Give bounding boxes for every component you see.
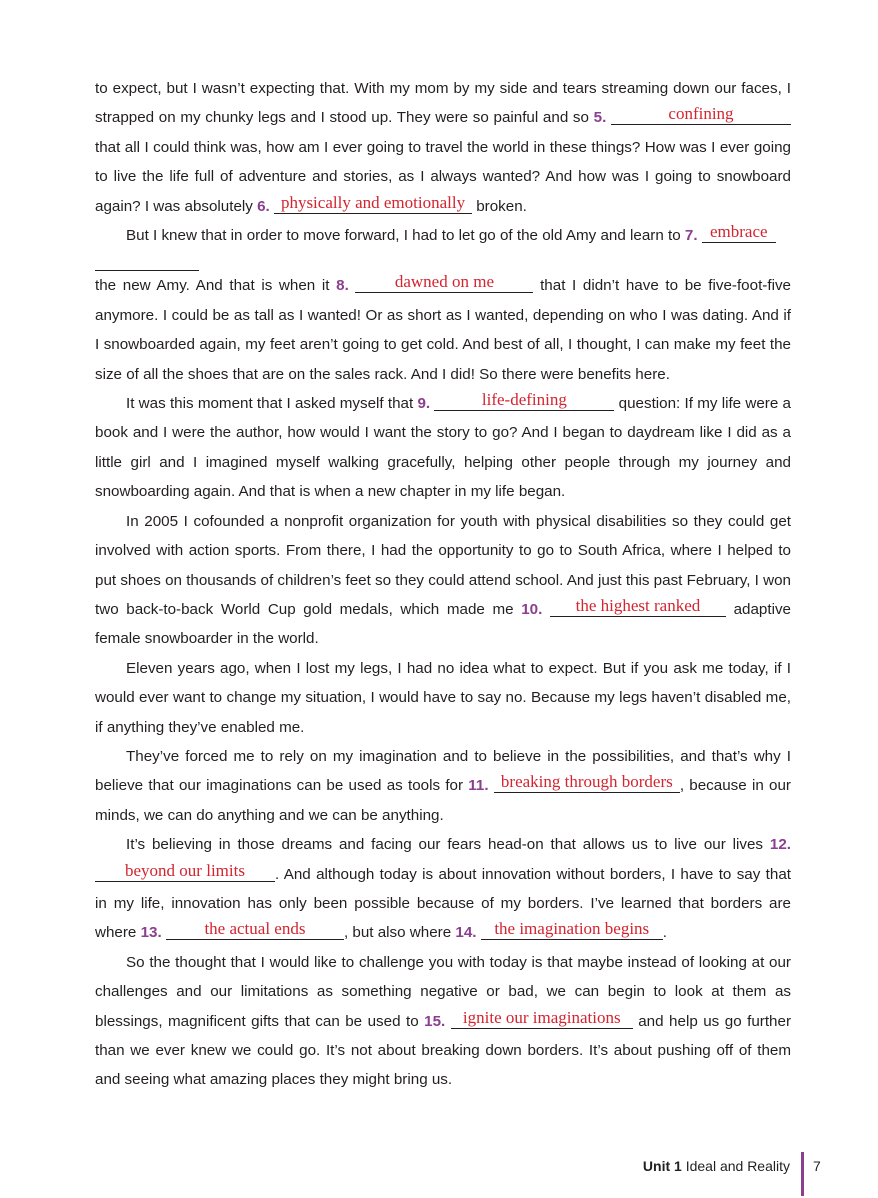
answer-blank-6 [274, 192, 472, 214]
page-footer [0, 1158, 878, 1198]
paragraph-1 [95, 74, 791, 221]
footer-divider [801, 1152, 804, 1196]
answer-text: beyond our limits [125, 860, 245, 880]
text: that I didn’t have to be five-foot-five anymore. I could be as tall as I wanted! Or as short as I wanted, depending on who I was dating. And if I snowboarded again, my feet aren’t going to get cold. And best of all, I thought, I can make my feet the size of all the shoes that are on the sales rack. And I did! So there were benefits here. [95, 277, 791, 383]
paragraph-7 [95, 830, 791, 948]
text: They’ve forced me to rely on my imagination and to believe in the possibilities, and that’s why I believe that our imaginations can be used as tools for [95, 747, 791, 795]
text: It was this moment that I asked myself that [126, 395, 418, 413]
blank-number: 5. [593, 109, 607, 127]
answer-blank-7-continued [95, 250, 199, 271]
answer-text: dawned on me [394, 272, 494, 292]
answer-blank-9 [434, 390, 614, 411]
text: question: If my life were a book and I were the author, how would I want the story to go? And I began to daydream like I did as a little girl and I imagined myself walking gracefully, helping other people through my journey and snowboarding again. And that is when a new chapter in my life began. [95, 395, 791, 501]
text: So the thought that I would like to challenge you with today is that maybe instead of looking at our challenges and our limitations as something negative or bad, we can begin to look at them as blessings, magnificent gifts that can be used to [95, 953, 791, 1030]
unit-label: Unit 1 [642, 1158, 682, 1174]
text: In 2005 I cofounded a nonprofit organization for youth with physical disabilities so they could get involved with action sports. From there, I had the opportunity to go to South Africa, where I helped to put shoes on thousands of children’s feet so they could attend school. And just this past February, I won two back-to-back World Cup gold medals, which made me [95, 512, 791, 618]
answer-text: life-defining [481, 390, 567, 410]
paragraph-2 [95, 221, 791, 389]
text: Eleven years ago, when I lost my legs, I had no idea what to expect. But if you ask me today, if I would ever want to change my situation, I would have to say no. Because my legs haven’t disabled me, if anything they’ve enabled me. [95, 659, 791, 736]
answer-blank-15 [451, 1007, 633, 1029]
answer-text: embrace [709, 222, 768, 242]
answer-text: the imagination begins [494, 919, 650, 939]
blank-number: 15. [424, 1012, 446, 1030]
blank-number: 7. [684, 227, 698, 245]
text: to expect, but I wasn’t expecting that. With my mom by my side and tears streaming down our faces, I strapped on my chunky legs and I stood up. They were so painful and so [95, 80, 791, 127]
blank-number: 13. [140, 924, 162, 942]
blank-number: 11. [468, 777, 489, 795]
blank-number: 9. [417, 395, 431, 413]
text: , but also where [343, 924, 456, 942]
article-body [95, 74, 791, 1095]
answer-text: breaking through borders [500, 772, 673, 792]
paragraph-3 [95, 389, 791, 507]
text: and help us go further than we ever knew we could go. It’s not about breaking down borders. It’s about pushing off of them and seeing what amazing places they might bring us. [95, 1012, 792, 1089]
answer-blank-14 [481, 919, 663, 940]
blank-number: 14. [455, 924, 477, 942]
answer-text: physically and emotionally [280, 192, 466, 212]
blank-number: 8. [336, 277, 349, 295]
blank-number: 10. [521, 600, 543, 618]
text: . [662, 924, 667, 942]
text: the new Amy. And that is when it [95, 277, 337, 295]
text: adaptive female snowboarder in the world. [95, 600, 791, 648]
answer-blank-5 [611, 104, 791, 125]
answer-text: ignite our imaginations [462, 1007, 621, 1027]
paragraph-5 [95, 654, 791, 742]
blank-number: 12. [769, 836, 791, 854]
answer-blank-13 [166, 919, 344, 940]
text: But I knew that in order to move forward, I had to let go of the old Amy and learn to [126, 227, 685, 245]
unit-heading [643, 1158, 790, 1174]
paragraph-6 [95, 742, 791, 830]
text: that all I could think was, how am I ever going to travel the world in these things? How was I ever going to live the life full of adventure and stories, as I always wanted? And how was I going to snowboard again? I was absolutely [95, 138, 791, 215]
text: broken. [472, 197, 527, 215]
text: It’s believing in those dreams and facing our fears head-on that allows us to live our lives [126, 836, 770, 854]
answer-blank-10 [550, 595, 726, 617]
page-number: 7 [813, 1158, 821, 1174]
answer-text: the highest ranked [575, 595, 701, 615]
answer-blank-12 [95, 860, 275, 882]
answer-text: the actual ends [204, 919, 306, 939]
paragraph-8 [95, 948, 791, 1095]
paragraph-4 [95, 507, 791, 654]
blank-number: 6. [257, 197, 270, 215]
unit-title: Ideal and Reality [685, 1158, 790, 1174]
text: . And although today is about innovation without borders, I have to say that in my life, innovation has only been possible because of my borders. I’ve learned that borders are where [95, 865, 791, 942]
answer-blank-7 [702, 222, 776, 243]
answer-blank-11 [494, 772, 680, 793]
text: , because in our minds, we can do anything and we can be anything. [95, 777, 791, 824]
answer-blank-8 [355, 272, 533, 293]
answer-text: confining [668, 104, 734, 124]
